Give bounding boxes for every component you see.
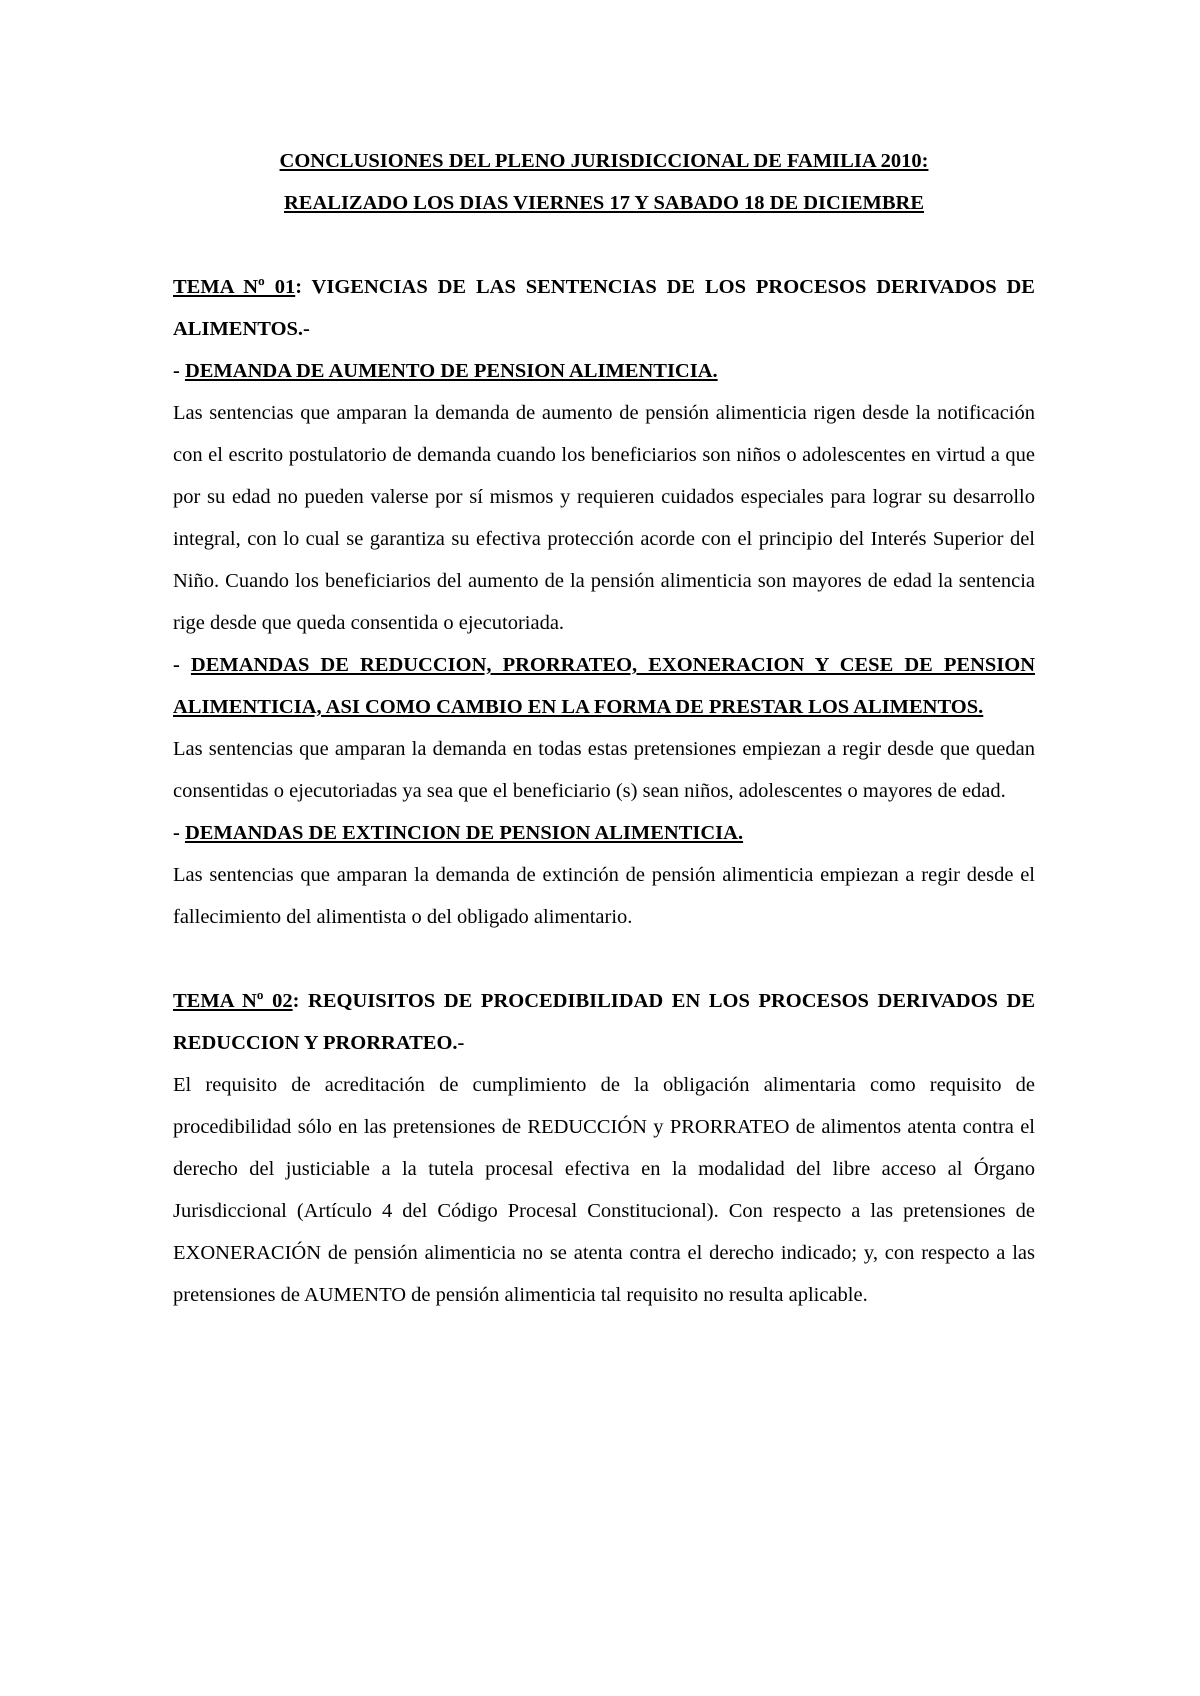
tema-1-sub-3-title: DEMANDAS DE EXTINCION DE PENSION ALIMENTICIA. bbox=[184, 822, 744, 844]
tema-2-label: TEMA Nº 02 bbox=[173, 990, 293, 1012]
tema-1-sub-1-body: Las sentencias que amparan la demanda de aumento de pensión alimenticia rigen desde la notificación con el escrito postulatorio de demanda cuando los beneficiarios son niños o adolescentes en virtud a que por su edad no pueden valerse por sí mismos y requieren cuidados especiales para lograr su desarrollo integral, con lo cual se garantiza su efectiva protección acorde con el principio del Interés Superior del Niño. Cuando los beneficiarios del aumento de la pensión alimenticia son mayores de edad la sentencia rige desde que queda consentida o ejecutoriada. bbox=[173, 402, 1035, 634]
tema-1-sub-2-body: Las sentencias que amparan la demanda en todas estas pretensiones empiezan a regir desde que quedan consentidas o ejecutoriadas ya sea que el beneficiario (s) sean niños, adolescentes o mayores de edad. bbox=[173, 738, 1035, 802]
dash: - bbox=[173, 654, 191, 676]
spacer bbox=[173, 938, 1035, 980]
document-title-line-1: CONCLUSIONES DEL PLENO JURISDICCIONAL DE FAMILIA 2010: bbox=[279, 150, 929, 172]
tema-2-heading bbox=[173, 980, 1035, 1064]
tema-1-sub-3-body: Las sentencias que amparan la demanda de extinción de pensión alimenticia empiezan a regir desde el fallecimiento del alimentista o del obligado alimentario. bbox=[173, 864, 1035, 928]
tema-2-body: El requisito de acreditación de cumplimiento de la obligación alimentaria como requisito de procedibilidad sólo en las pretensiones de REDUCCIÓN y PRORRATEO de alimentos atenta contra el derecho del justiciable a la tutela procesal efectiva en la modalidad del libre acceso al Órgano Jurisdiccional (Artículo 4 del Código Procesal Constitucional). Con respecto a las pretensiones de EXONERACIÓN de pensión alimenticia no se atenta contra el derecho indicado; y, con respecto a las pretensiones de AUMENTO de pensión alimenticia tal requisito no resulta aplicable. bbox=[173, 1074, 1035, 1306]
dash: - bbox=[173, 822, 185, 844]
document-title-line-2: REALIZADO LOS DIAS VIERNES 17 Y SABADO 18 DE DICIEMBRE bbox=[284, 192, 924, 214]
tema-1-sub-1-title: DEMANDA DE AUMENTO DE PENSION ALIMENTICIA. bbox=[184, 360, 718, 382]
spacer bbox=[173, 224, 1035, 266]
tema-2-colon: : bbox=[292, 990, 300, 1012]
tema-1-sub-1-heading bbox=[173, 350, 1035, 392]
tema-2-title: REQUISITOS DE PROCEDIBILIDAD EN LOS PROCESOS DERIVADOS DE REDUCCION Y PRORRATEO.- bbox=[173, 990, 1035, 1054]
tema-1-sub-2-title: DEMANDAS DE REDUCCION, PRORRATEO, EXONERACION Y CESE DE PENSION ALIMENTICIA, ASI COMO CAMBIO EN LA FORMA DE PRESTAR LOS ALIMENTOS. bbox=[173, 654, 1035, 718]
tema-1-sub-3-heading bbox=[173, 812, 1035, 854]
tema-1-heading bbox=[173, 266, 1035, 350]
tema-1-title: VIGENCIAS DE LAS SENTENCIAS DE LOS PROCESOS DERIVADOS DE ALIMENTOS.- bbox=[173, 276, 1035, 340]
dash: - bbox=[173, 360, 185, 382]
tema-1-colon: : bbox=[295, 276, 303, 298]
tema-1-label: TEMA Nº 01 bbox=[173, 276, 296, 298]
tema-1-sub-2-heading bbox=[173, 644, 1035, 728]
document-page bbox=[173, 140, 1035, 1316]
